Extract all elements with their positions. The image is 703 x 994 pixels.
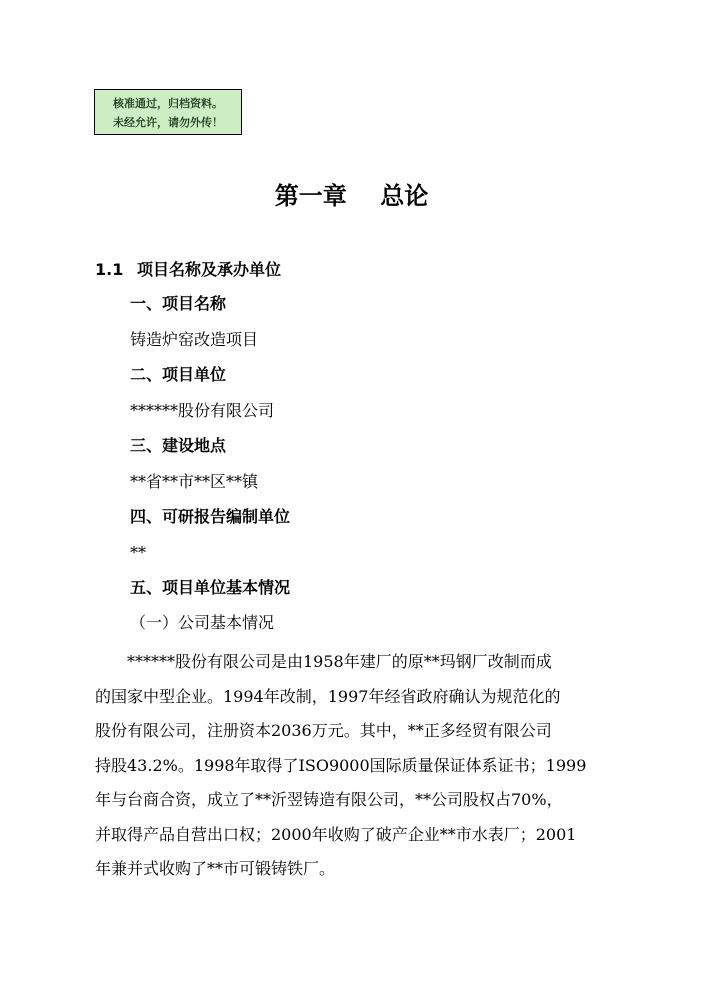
- approval-stamp: [94, 89, 242, 135]
- section-number: 1.1: [95, 260, 124, 279]
- paragraph-line: 并取得产品自营出口权；2000年收购了破产企业**市水表厂；2001: [95, 824, 577, 844]
- chapter-title: 第一章 总论: [274, 182, 429, 210]
- item-heading-basic-info: 五、项目单位基本情况: [130, 578, 291, 597]
- item-content-report-unit: **: [130, 543, 146, 562]
- paragraph-line: 股份有限公司，注册资本2036万元。其中，**正多经贸有限公司: [95, 721, 552, 740]
- section-title: 项目名称及承办单位: [137, 260, 282, 279]
- paragraph-line: ******股份有限公司是由1958年建厂的原**玛钢厂改制而成: [95, 652, 552, 671]
- item-content-project-name: 铸造炉窑改造项目: [130, 330, 259, 349]
- item-heading-project-name: 一、项目名称: [130, 294, 227, 313]
- item-heading-location: 三、建设地点: [130, 436, 227, 455]
- section-heading: [95, 258, 281, 282]
- item-content-project-unit: ******股份有限公司: [130, 401, 275, 420]
- paragraph-line: 年与台商合资，成立了**沂翌铸造有限公司，**公司股权占70%，: [95, 790, 563, 809]
- paragraph-line: 年兼并式收购了**市可锻铸铁厂。: [95, 859, 336, 878]
- company-info-paragraph: [95, 645, 625, 887]
- paragraph-line: 的国家中型企业。1994年改制，1997年经省政府确认为规范化的: [95, 686, 561, 706]
- subheading-company-info: （一）公司基本情况: [130, 613, 275, 632]
- stamp-line-2: 未经允许，请勿外传！: [113, 116, 223, 129]
- item-heading-report-unit: 四、可研报告编制单位: [130, 507, 291, 526]
- stamp-line-1: 核准通过，归档资料。: [113, 97, 223, 110]
- item-heading-project-unit: 二、项目单位: [130, 365, 227, 384]
- item-content-location: **省**市**区**镇: [130, 472, 259, 491]
- paragraph-line: 持股43.2%。1998年取得了ISO9000国际质量保证体系证书；1999: [95, 755, 587, 775]
